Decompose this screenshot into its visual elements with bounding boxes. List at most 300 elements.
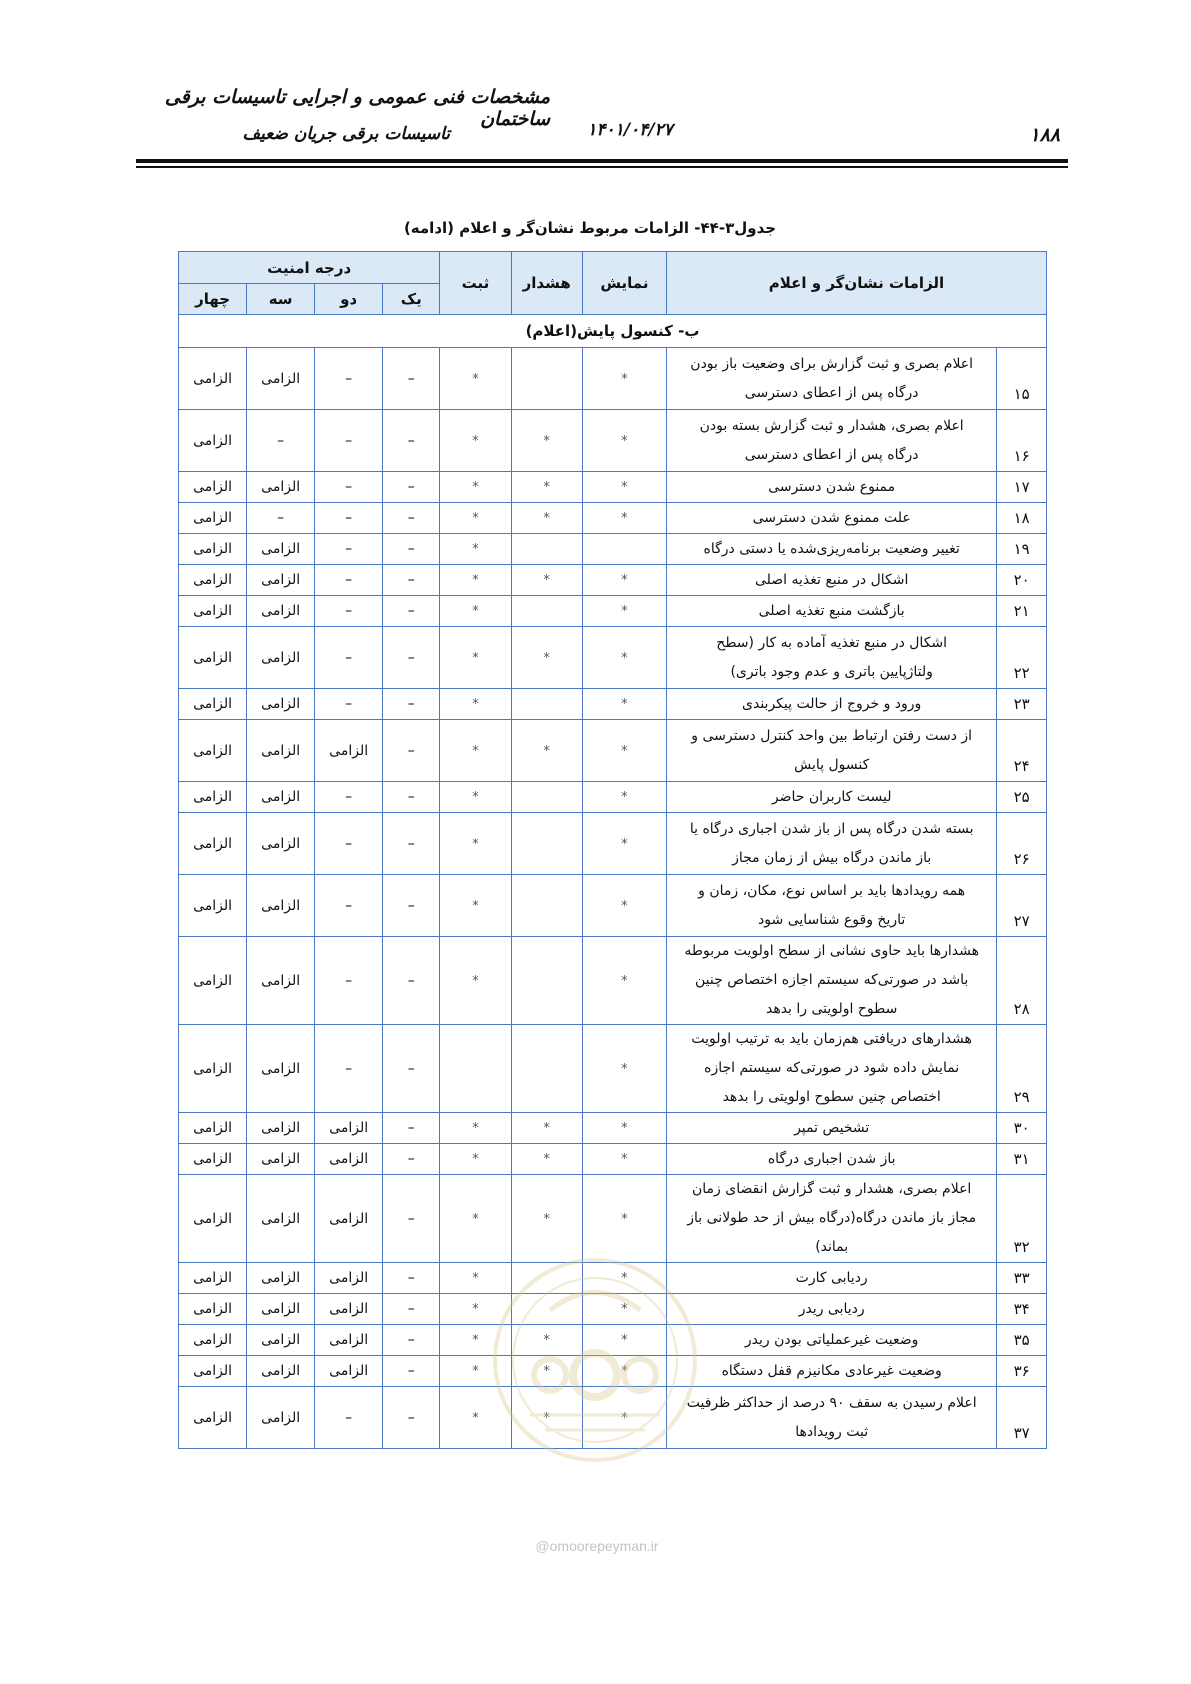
cell-level-two: – bbox=[315, 813, 383, 875]
asterisk-mark: * bbox=[543, 1121, 550, 1136]
cell-level-one: – bbox=[383, 782, 440, 813]
description-line: ممنوع شدن دسترسی bbox=[768, 478, 896, 495]
description-line: ردیابی کارت bbox=[795, 1269, 868, 1286]
description-line: اعلام بصری، هشدار و ثبت گزارش بسته بودن bbox=[699, 417, 964, 434]
cell-level-three: الزامی bbox=[247, 596, 315, 627]
cell-level-two: – bbox=[315, 782, 383, 813]
cell-display bbox=[582, 689, 666, 720]
cell-record bbox=[440, 782, 511, 813]
asterisk-mark: * bbox=[472, 836, 479, 852]
description-line: مجاز باز ماندن درگاه(درگاه بیش از حد طولانی باز bbox=[687, 1210, 977, 1226]
cell-level-one: – bbox=[383, 534, 440, 565]
cell-level-four: الزامی bbox=[179, 937, 247, 1025]
watermark-seal bbox=[490, 1255, 700, 1465]
cell-level-one: – bbox=[383, 410, 440, 472]
cell-level-three: الزامی bbox=[247, 1144, 315, 1175]
asterisk-mark: * bbox=[472, 650, 479, 666]
cell-level-four: الزامی bbox=[179, 1113, 247, 1144]
table-caption: جدول۳-۴۴- الزامات مربوط نشان‌گر و اعلام (ادامه) bbox=[403, 219, 777, 237]
watermark-text: @omoorepeyman.ir bbox=[535, 1538, 659, 1554]
row-number: ۲۹ bbox=[997, 1025, 1047, 1113]
cell-level-three: الزامی bbox=[247, 472, 315, 503]
asterisk-mark: * bbox=[621, 1211, 628, 1227]
cell-level-three: الزامی bbox=[247, 1356, 315, 1387]
asterisk-mark: * bbox=[621, 1302, 628, 1317]
asterisk-mark: * bbox=[621, 1061, 628, 1077]
cell-level-three: الزامی bbox=[247, 627, 315, 689]
cell-level-three: الزامی bbox=[247, 1387, 315, 1449]
cell-display bbox=[582, 1025, 666, 1113]
row-description bbox=[667, 1294, 997, 1325]
asterisk-mark: * bbox=[543, 650, 550, 666]
asterisk-mark: * bbox=[543, 433, 550, 449]
cell-level-one: – bbox=[383, 1025, 440, 1113]
asterisk-mark: * bbox=[621, 1333, 628, 1348]
asterisk-mark: * bbox=[621, 1271, 628, 1286]
cell-display bbox=[582, 596, 666, 627]
description-line: بسته شدن درگاه پس از باز شدن اجباری درگاه یا bbox=[689, 820, 974, 837]
cell-level-two: – bbox=[315, 534, 383, 565]
description-line: بماند) bbox=[815, 1239, 849, 1255]
row-description bbox=[667, 875, 997, 937]
cell-warning bbox=[511, 1144, 582, 1175]
row-number: ۲۸ bbox=[997, 937, 1047, 1025]
cell-record bbox=[440, 472, 511, 503]
table-row bbox=[179, 472, 1047, 503]
cell-record bbox=[440, 534, 511, 565]
cell-level-four: الزامی bbox=[179, 1144, 247, 1175]
asterisk-mark: * bbox=[472, 511, 479, 526]
table-row bbox=[179, 875, 1047, 937]
cell-level-four: الزامی bbox=[179, 720, 247, 782]
asterisk-mark: * bbox=[472, 1211, 479, 1227]
description-line: اعلام بصری، هشدار و ثبت گزارش انقضای زمان bbox=[692, 1181, 972, 1197]
cell-level-two: الزامی bbox=[315, 1294, 383, 1325]
description-line: درگاه پس از اعطای دسترسی bbox=[744, 446, 919, 463]
asterisk-mark: * bbox=[621, 697, 628, 712]
cell-record bbox=[440, 627, 511, 689]
row-number: ۲۱ bbox=[997, 596, 1047, 627]
table-row bbox=[179, 782, 1047, 813]
table-row bbox=[179, 627, 1047, 689]
table-row bbox=[179, 813, 1047, 875]
page-number: ۱۸۸ bbox=[1029, 124, 1060, 146]
asterisk-mark: * bbox=[621, 1121, 628, 1136]
cell-display bbox=[582, 534, 666, 565]
description-line: تاریخ وقوع شناسایی شود bbox=[758, 911, 906, 928]
cell-level-two: – bbox=[315, 1387, 383, 1449]
description-line: تشخیص تمپر bbox=[794, 1119, 870, 1136]
cell-level-four: الزامی bbox=[179, 1263, 247, 1294]
asterisk-mark: * bbox=[621, 973, 628, 989]
table-row bbox=[179, 565, 1047, 596]
cell-level-three: الزامی bbox=[247, 689, 315, 720]
row-description bbox=[667, 1387, 997, 1449]
table-row bbox=[179, 1113, 1047, 1144]
cell-record bbox=[440, 1175, 511, 1263]
header-main-title: مشخصات فنی عمومی و اجرایی تاسیسات برقی ساختمان bbox=[164, 86, 550, 130]
row-description bbox=[667, 1263, 997, 1294]
asterisk-mark: * bbox=[543, 480, 550, 495]
cell-level-three: الزامی bbox=[247, 1175, 315, 1263]
cell-level-three: الزامی bbox=[247, 813, 315, 875]
asterisk-mark: * bbox=[472, 1302, 479, 1317]
cell-level-one: – bbox=[383, 1175, 440, 1263]
cell-level-three: الزامی bbox=[247, 1325, 315, 1356]
description-line: اشکال در منبع تغذیه اصلی bbox=[754, 571, 909, 588]
asterisk-mark: * bbox=[472, 1333, 479, 1348]
asterisk-mark: * bbox=[543, 743, 550, 759]
cell-level-four: الزامی bbox=[179, 1325, 247, 1356]
description-line: هشدارهای دریافتی هم‌زمان باید به ترتیب اولویت bbox=[691, 1031, 972, 1047]
row-description bbox=[667, 1144, 997, 1175]
cell-level-two: – bbox=[315, 472, 383, 503]
cell-level-two: الزامی bbox=[315, 1263, 383, 1294]
row-description bbox=[667, 1175, 997, 1263]
cell-level-one: – bbox=[383, 1325, 440, 1356]
cell-level-three: – bbox=[247, 503, 315, 534]
cell-level-three: الزامی bbox=[247, 565, 315, 596]
row-description bbox=[667, 565, 997, 596]
cell-level-three: الزامی bbox=[247, 937, 315, 1025]
row-description bbox=[667, 813, 997, 875]
cell-level-two: الزامی bbox=[315, 1356, 383, 1387]
description-line: باز شدن اجباری درگاه bbox=[767, 1150, 896, 1167]
cell-level-four: الزامی bbox=[179, 1387, 247, 1449]
cell-record bbox=[440, 348, 511, 410]
row-number: ۳۶ bbox=[997, 1356, 1047, 1387]
cell-warning bbox=[511, 472, 582, 503]
table-row bbox=[179, 937, 1047, 1025]
table-row bbox=[179, 689, 1047, 720]
cell-record bbox=[440, 410, 511, 472]
cell-level-three: الزامی bbox=[247, 348, 315, 410]
description-line: همه رویدادها باید بر اساس نوع، مکان، زمان و bbox=[698, 882, 966, 899]
cell-level-four: الزامی bbox=[179, 782, 247, 813]
row-number: ۲۷ bbox=[997, 875, 1047, 937]
cell-level-one: – bbox=[383, 627, 440, 689]
cell-level-two: – bbox=[315, 596, 383, 627]
cell-level-one: – bbox=[383, 472, 440, 503]
cell-level-four: الزامی bbox=[179, 689, 247, 720]
cell-level-four: الزامی bbox=[179, 1025, 247, 1113]
cell-level-one: – bbox=[383, 813, 440, 875]
header-display: نمایش bbox=[582, 252, 666, 315]
asterisk-mark: * bbox=[621, 743, 628, 759]
cell-warning bbox=[511, 627, 582, 689]
cell-level-two: الزامی bbox=[315, 1144, 383, 1175]
cell-display bbox=[582, 937, 666, 1025]
asterisk-mark: * bbox=[543, 1364, 550, 1379]
description-line: ورود و خروج از حالت پیکربندی bbox=[742, 695, 922, 712]
table-row bbox=[179, 348, 1047, 410]
cell-warning bbox=[511, 1175, 582, 1263]
asterisk-mark: * bbox=[472, 1121, 479, 1136]
cell-level-one: – bbox=[383, 875, 440, 937]
cell-warning bbox=[511, 813, 582, 875]
header-rule-thick bbox=[136, 159, 1068, 163]
description-line: سطوح اولویتی را بدهد bbox=[765, 1001, 898, 1017]
asterisk-mark: * bbox=[543, 1152, 550, 1167]
header-record: ثبت bbox=[440, 252, 511, 315]
cell-level-four: الزامی bbox=[179, 1175, 247, 1263]
cell-warning bbox=[511, 875, 582, 937]
cell-warning bbox=[511, 937, 582, 1025]
cell-level-two: – bbox=[315, 689, 383, 720]
cell-level-one: – bbox=[383, 689, 440, 720]
row-number: ۱۹ bbox=[997, 534, 1047, 565]
cell-level-two: – bbox=[315, 1025, 383, 1113]
cell-warning bbox=[511, 596, 582, 627]
row-description bbox=[667, 503, 997, 534]
cell-record bbox=[440, 503, 511, 534]
description-line: ردیابی ریدر bbox=[798, 1300, 865, 1317]
cell-warning bbox=[511, 1025, 582, 1113]
table-row bbox=[179, 503, 1047, 534]
cell-level-one: – bbox=[383, 1113, 440, 1144]
row-number: ۱۷ bbox=[997, 472, 1047, 503]
asterisk-mark: * bbox=[621, 650, 628, 666]
table-row bbox=[179, 596, 1047, 627]
asterisk-mark: * bbox=[543, 1333, 550, 1348]
cell-display bbox=[582, 813, 666, 875]
row-number: ۲۵ bbox=[997, 782, 1047, 813]
cell-level-three: الزامی bbox=[247, 1025, 315, 1113]
cell-level-two: – bbox=[315, 348, 383, 410]
cell-level-one: – bbox=[383, 720, 440, 782]
row-description bbox=[667, 1325, 997, 1356]
cell-display bbox=[582, 472, 666, 503]
asterisk-mark: * bbox=[621, 371, 628, 387]
cell-level-four: الزامی bbox=[179, 1294, 247, 1325]
header-level-three: سه bbox=[247, 284, 315, 315]
row-number: ۳۱ bbox=[997, 1144, 1047, 1175]
row-description bbox=[667, 534, 997, 565]
asterisk-mark: * bbox=[543, 1211, 550, 1227]
cell-level-three: الزامی bbox=[247, 1113, 315, 1144]
asterisk-mark: * bbox=[621, 480, 628, 495]
description-line: اعلام رسیدن به سقف ۹۰ درصد از حداکثر ظرفیت bbox=[686, 1394, 977, 1411]
cell-level-two: – bbox=[315, 565, 383, 596]
asterisk-mark: * bbox=[472, 1152, 479, 1167]
row-number: ۲۲ bbox=[997, 627, 1047, 689]
asterisk-mark: * bbox=[621, 1364, 628, 1379]
header-warning: هشدار bbox=[511, 252, 582, 315]
asterisk-mark: * bbox=[472, 973, 479, 989]
asterisk-mark: * bbox=[543, 511, 550, 526]
description-line: نمایش داده شود در صورتی‌که سیستم اجازه bbox=[704, 1060, 960, 1076]
cell-level-three: الزامی bbox=[247, 534, 315, 565]
table-row bbox=[179, 534, 1047, 565]
description-line: تغییر وضعیت برنامه‌ریزی‌شده یا دستی درگاه bbox=[703, 540, 960, 557]
cell-display bbox=[582, 348, 666, 410]
cell-display bbox=[582, 1175, 666, 1263]
cell-level-two: – bbox=[315, 937, 383, 1025]
cell-level-one: – bbox=[383, 1294, 440, 1325]
cell-level-two: – bbox=[315, 875, 383, 937]
row-description bbox=[667, 1356, 997, 1387]
asterisk-mark: * bbox=[472, 898, 479, 914]
description-line: از دست رفتن ارتباط بین واحد کنترل دسترسی و bbox=[691, 727, 973, 744]
cell-level-four: الزامی bbox=[179, 472, 247, 503]
cell-warning bbox=[511, 782, 582, 813]
row-number: ۲۶ bbox=[997, 813, 1047, 875]
cell-warning bbox=[511, 1113, 582, 1144]
asterisk-mark: * bbox=[543, 573, 550, 588]
cell-level-four: الزامی bbox=[179, 875, 247, 937]
cell-display bbox=[582, 1144, 666, 1175]
description-line: ثبت رویدادها bbox=[795, 1423, 869, 1440]
row-number: ۱۵ bbox=[997, 348, 1047, 410]
cell-record bbox=[440, 565, 511, 596]
description-line: وضعیت غیرعادی مکانیزم قفل دستگاه bbox=[721, 1362, 942, 1379]
cell-warning bbox=[511, 503, 582, 534]
row-description bbox=[667, 348, 997, 410]
row-number: ۳۷ bbox=[997, 1387, 1047, 1449]
row-description bbox=[667, 1113, 997, 1144]
cell-warning bbox=[511, 534, 582, 565]
asterisk-mark: * bbox=[472, 371, 479, 387]
cell-level-four: الزامی bbox=[179, 565, 247, 596]
asterisk-mark: * bbox=[621, 898, 628, 914]
cell-level-two: الزامی bbox=[315, 1175, 383, 1263]
description-line: علت ممنوع شدن دسترسی bbox=[752, 509, 911, 526]
table-row bbox=[179, 1025, 1047, 1113]
cell-level-two: الزامی bbox=[315, 720, 383, 782]
description-line: ولتاژپایین باتری و عدم وجود باتری) bbox=[730, 663, 933, 680]
row-number: ۳۰ bbox=[997, 1113, 1047, 1144]
asterisk-mark: * bbox=[472, 790, 479, 805]
cell-warning bbox=[511, 348, 582, 410]
description-line: باز ماندن درگاه بیش از زمان مجاز bbox=[732, 849, 932, 866]
asterisk-mark: * bbox=[472, 542, 479, 557]
cell-level-one: – bbox=[383, 1144, 440, 1175]
cell-level-two: الزامی bbox=[315, 1113, 383, 1144]
cell-warning bbox=[511, 720, 582, 782]
asterisk-mark: * bbox=[621, 511, 628, 526]
asterisk-mark: * bbox=[472, 433, 479, 449]
cell-level-three: الزامی bbox=[247, 720, 315, 782]
cell-record bbox=[440, 875, 511, 937]
cell-record bbox=[440, 1144, 511, 1175]
asterisk-mark: * bbox=[621, 1152, 628, 1167]
cell-warning bbox=[511, 689, 582, 720]
row-description bbox=[667, 627, 997, 689]
row-description bbox=[667, 937, 997, 1025]
cell-level-three: الزامی bbox=[247, 1294, 315, 1325]
cell-record bbox=[440, 596, 511, 627]
asterisk-mark: * bbox=[472, 697, 479, 712]
description-line: لیست کاربران حاضر bbox=[771, 788, 892, 805]
row-number: ۳۵ bbox=[997, 1325, 1047, 1356]
asterisk-mark: * bbox=[472, 1410, 479, 1426]
row-description bbox=[667, 1025, 997, 1113]
asterisk-mark: * bbox=[621, 1410, 628, 1426]
cell-record bbox=[440, 813, 511, 875]
cell-level-four: الزامی bbox=[179, 1356, 247, 1387]
cell-level-four: الزامی bbox=[179, 813, 247, 875]
row-number: ۲۰ bbox=[997, 565, 1047, 596]
row-number: ۳۲ bbox=[997, 1175, 1047, 1263]
cell-warning bbox=[511, 410, 582, 472]
cell-level-one: – bbox=[383, 565, 440, 596]
section-title: ب- کنسول پایش(اعلام) bbox=[179, 315, 1047, 348]
cell-level-one: – bbox=[383, 348, 440, 410]
row-description bbox=[667, 689, 997, 720]
row-number: ۳۴ bbox=[997, 1294, 1047, 1325]
cell-level-two: – bbox=[315, 627, 383, 689]
header-rule-thin bbox=[136, 166, 1068, 168]
cell-level-three: الزامی bbox=[247, 782, 315, 813]
asterisk-mark: * bbox=[472, 1271, 479, 1286]
cell-display bbox=[582, 410, 666, 472]
cell-level-one: – bbox=[383, 937, 440, 1025]
cell-level-two: – bbox=[315, 503, 383, 534]
description-line: هشدارها باید حاوی نشانی از سطح اولویت مربوطه bbox=[684, 943, 979, 959]
cell-record bbox=[440, 1025, 511, 1113]
header-date: ۱۴۰۱/۰۴/۲۷ bbox=[587, 120, 673, 140]
row-description bbox=[667, 472, 997, 503]
cell-display bbox=[582, 782, 666, 813]
header-requirement: الزامات نشان‌گر و اعلام bbox=[667, 252, 1047, 315]
cell-level-one: – bbox=[383, 596, 440, 627]
cell-display bbox=[582, 720, 666, 782]
cell-record bbox=[440, 689, 511, 720]
row-description bbox=[667, 782, 997, 813]
row-description bbox=[667, 720, 997, 782]
description-line: اختصاص چنین سطوح اولویتی را بدهد bbox=[722, 1089, 941, 1105]
cell-level-four: الزامی bbox=[179, 627, 247, 689]
header-level-one: یک bbox=[383, 284, 440, 315]
cell-warning bbox=[511, 565, 582, 596]
cell-display bbox=[582, 875, 666, 937]
asterisk-mark: * bbox=[621, 604, 628, 619]
row-number: ۲۳ bbox=[997, 689, 1047, 720]
asterisk-mark: * bbox=[472, 480, 479, 495]
cell-level-two: الزامی bbox=[315, 1325, 383, 1356]
cell-level-four: الزامی bbox=[179, 596, 247, 627]
header-level-two: دو bbox=[315, 284, 383, 315]
cell-level-four: الزامی bbox=[179, 503, 247, 534]
asterisk-mark: * bbox=[472, 1364, 479, 1379]
asterisk-mark: * bbox=[621, 433, 628, 449]
cell-display bbox=[582, 627, 666, 689]
cell-record bbox=[440, 937, 511, 1025]
cell-level-one: – bbox=[383, 1356, 440, 1387]
description-line: بازگشت منبع تغذیه اصلی bbox=[758, 602, 905, 619]
asterisk-mark: * bbox=[621, 836, 628, 852]
cell-level-four: الزامی bbox=[179, 534, 247, 565]
description-line: وضعیت غیرعملیاتی بودن ریدر bbox=[744, 1331, 919, 1348]
description-line: اشکال در منبع تغذیه آماده به کار (سطح bbox=[716, 634, 948, 651]
header-sub-title: تاسیسات برقی جریان ضعیف bbox=[242, 124, 450, 144]
cell-record bbox=[440, 720, 511, 782]
table-row bbox=[179, 1144, 1047, 1175]
row-number: ۱۸ bbox=[997, 503, 1047, 534]
cell-record bbox=[440, 1113, 511, 1144]
asterisk-mark: * bbox=[621, 573, 628, 588]
table-row bbox=[179, 1175, 1047, 1263]
cell-level-three: – bbox=[247, 410, 315, 472]
header-security-level: درجه امنیت bbox=[179, 252, 440, 284]
cell-level-two: – bbox=[315, 410, 383, 472]
cell-display bbox=[582, 503, 666, 534]
row-description bbox=[667, 596, 997, 627]
cell-level-three: الزامی bbox=[247, 875, 315, 937]
cell-display bbox=[582, 565, 666, 596]
cell-display bbox=[582, 1113, 666, 1144]
cell-level-one: – bbox=[383, 1387, 440, 1449]
